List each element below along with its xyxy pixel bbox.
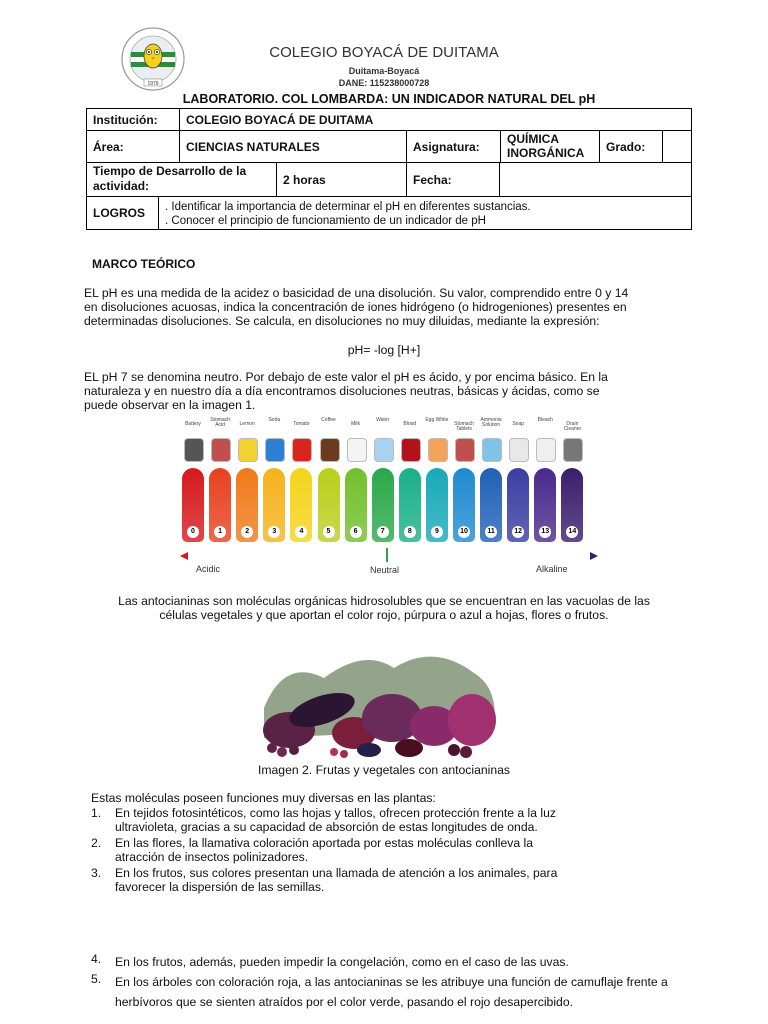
list-item-line: En tejidos fotosintéticos, como las hojas y tallos, ofrecen protección frente a la luz (115, 806, 557, 820)
ph-number: 3 (268, 526, 280, 538)
ph-item-object-icon (265, 438, 285, 462)
paragraph-line: en disoluciones acuosas, indica la concentración de iones hidrógeno (o hidrogeniones) presentes en (84, 300, 627, 314)
paragraph-line: células vegetales y que aportan el color rojo, púrpura o azul a hojas, flores o frutos. (159, 608, 609, 622)
ph-number: 4 (295, 526, 307, 538)
ph-number: 11 (485, 526, 497, 538)
ph-item-object-icon (292, 438, 312, 462)
ph-item-label: Coffee (321, 417, 336, 423)
ph-scale-image (178, 418, 600, 584)
list-item-text (115, 836, 707, 864)
ph-item-object-icon (238, 438, 258, 462)
ph-item-object-icon (374, 438, 394, 462)
asignatura-value-line-2: INORGÁNICA (507, 146, 585, 160)
paragraph-antocianinas (0, 594, 768, 622)
ph-number: 7 (377, 526, 389, 538)
image2-caption: Imagen 2. Frutas y vegetales con antocianinas (257, 763, 511, 777)
ph-item-object-icon (347, 438, 367, 462)
ph-number: 14 (566, 526, 578, 538)
ph-item-label: Tomato (293, 421, 310, 427)
ph-number: 9 (431, 526, 443, 538)
list-item-text (115, 972, 707, 1012)
acidic-label: Acidic (196, 564, 221, 574)
ph-item-label: Water (376, 417, 390, 423)
ph-item-object-icon (184, 438, 204, 462)
ph-item-label: Soap (512, 421, 525, 427)
logo-year: 1979 (147, 81, 159, 87)
list-item-line: atracción de insectos polinizadores. (115, 850, 309, 864)
paragraph-line: Las antocianinas son moléculas orgánicas hidrosolubles que se encuentran en las vacuolas de las (118, 594, 650, 608)
ph-item-object-icon (401, 438, 421, 462)
ph-item-label: Battery (185, 421, 201, 427)
grado-label: Grado: (600, 131, 663, 163)
ph-item-object-icon (536, 438, 556, 462)
school-dane: DANE: 115238000728 (338, 78, 430, 88)
tiempo-label (87, 163, 277, 197)
list-item-text (115, 806, 707, 834)
grado-value (663, 131, 691, 163)
ph-item-label: Blood (403, 421, 417, 427)
institucion-label: Institución: (87, 109, 180, 131)
ph-number: 12 (512, 526, 524, 538)
ph-number: 1 (214, 526, 226, 538)
paragraph-ph-definition (84, 286, 690, 328)
list-item-number: 1. (91, 806, 102, 820)
lab-title: LABORATORIO. COL LOMBARDA: UN INDICADOR NATURAL DEL pH (182, 92, 596, 106)
ph-item-object-icon (211, 438, 231, 462)
list-item-line: En las flores, la llamativa coloración aportada por estas moléculas conlleva la (115, 836, 533, 850)
list-item-text (115, 952, 707, 972)
list-item-line: favorecer la dispersión de las semillas. (115, 880, 325, 894)
paragraph-line: naturaleza y en nuestro día a día encontramos disoluciones neutras, básicas y ácidas, como se (84, 384, 600, 398)
list-item-number: 4. (91, 952, 102, 966)
fecha-value (500, 163, 691, 197)
list-item-line: En los frutos, sus colores presentan una llamada de atención a los animales, para (115, 866, 558, 880)
paragraph-line: EL pH 7 se denomina neutro. Por debajo de este valor el pH es ácido, y por encima básico. En la (84, 370, 608, 384)
list-item-line: En los árboles con coloración roja, a las antocianinas se les atribuye una función de camuflaje frente a (115, 975, 668, 989)
list-item-text (115, 866, 707, 894)
alkaline-label: Alkaline (536, 564, 568, 574)
logros-value (159, 197, 691, 229)
ph-item-object-icon (482, 438, 502, 462)
section-title: MARCO TEÓRICO (92, 257, 196, 271)
ph-item-object-icon (509, 438, 529, 462)
ph-item-label: Stomach Acid (210, 417, 230, 428)
ph-number: 6 (350, 526, 362, 538)
ph-item-label: Soda (268, 417, 281, 423)
ph-number: 8 (404, 526, 416, 538)
paragraph-line: puede observar en la imagen 1. (84, 398, 256, 412)
ph-item-object-icon (563, 438, 583, 462)
functions-list (91, 806, 691, 1016)
list-item-number: 3. (91, 866, 102, 880)
list-item-line: herbívoros que se sienten atraídos por el color verde, pasando el rojo desapercibido. (115, 995, 573, 1009)
ph-formula: pH= -log [H+] (347, 343, 421, 357)
tiempo-label-line-1: Tiempo de Desarrollo de la (93, 164, 247, 178)
area-label: Área: (87, 131, 180, 163)
paragraph-ph-neutral (84, 370, 690, 412)
list-item-number: 2. (91, 836, 102, 850)
asignatura-label: Asignatura: (407, 131, 501, 163)
ph-item-label: Bleach (537, 417, 553, 423)
paragraph-line: determinadas disoluciones. Se calcula, en disoluciones no muy diluidas, mediante la expresión: (84, 314, 600, 328)
ph-number: 0 (187, 526, 199, 538)
tiempo-label-line-2: actividad: (93, 179, 150, 193)
ph-number: 10 (458, 526, 470, 538)
ph-item-object-icon (320, 438, 340, 462)
ph-item-label: Milk (351, 421, 361, 427)
ph-number: 13 (539, 526, 551, 538)
logros-item-1: . Identificar la importancia de determinar el pH en diferentes sustancias. (165, 200, 531, 213)
logros-item-2: . Conocer el principio de funcionamiento de un indicador de pH (165, 214, 486, 227)
tiempo-value: 2 horas (277, 163, 407, 197)
logros-label: LOGROS (87, 197, 159, 229)
info-table (86, 108, 692, 230)
list-intro: Estas moléculas poseen funciones muy diversas en las plantas: (91, 791, 436, 805)
fecha-label: Fecha: (407, 163, 500, 197)
ph-item-label: Lemon (239, 421, 255, 427)
institucion-value: COLEGIO BOYACÁ DE DUITAMA (180, 109, 691, 131)
list-item-number: 5. (91, 972, 102, 986)
neutral-label: Neutral (370, 565, 400, 575)
fruits-vegetables-photo (244, 638, 508, 762)
ph-number: 2 (241, 526, 253, 538)
asignatura-value-line-1: QUÍMICA (507, 132, 559, 146)
list-item-line: En los frutos, además, pueden impedir la congelación, como en el caso de las uvas. (115, 955, 569, 969)
ph-item-object-icon (455, 438, 475, 462)
paragraph-line: EL pH es una medida de la acidez o basicidad de una disolución. Su valor, comprendido entre 0 y 14 (84, 286, 629, 300)
ph-scale-arrow (178, 542, 600, 582)
ph-item-label: Drain Cleaner (563, 421, 582, 432)
ph-item-label: Egg White (425, 417, 449, 423)
area-value: CIENCIAS NATURALES (180, 131, 407, 163)
list-item-line: ultravioleta, gracias a su capacidad de absorción de estas longitudes de onda. (115, 820, 538, 834)
ph-item-label: Ammonia Solution (480, 417, 502, 428)
school-city: Duitama-Boyacá (348, 66, 420, 76)
ph-item-object-icon (428, 438, 448, 462)
ph-number: 5 (323, 526, 335, 538)
school-name: COLEGIO BOYACÁ DE DUITAMA (269, 44, 499, 61)
ph-item-label: Stomach Tablets (454, 421, 474, 432)
asignatura-value (501, 131, 600, 163)
